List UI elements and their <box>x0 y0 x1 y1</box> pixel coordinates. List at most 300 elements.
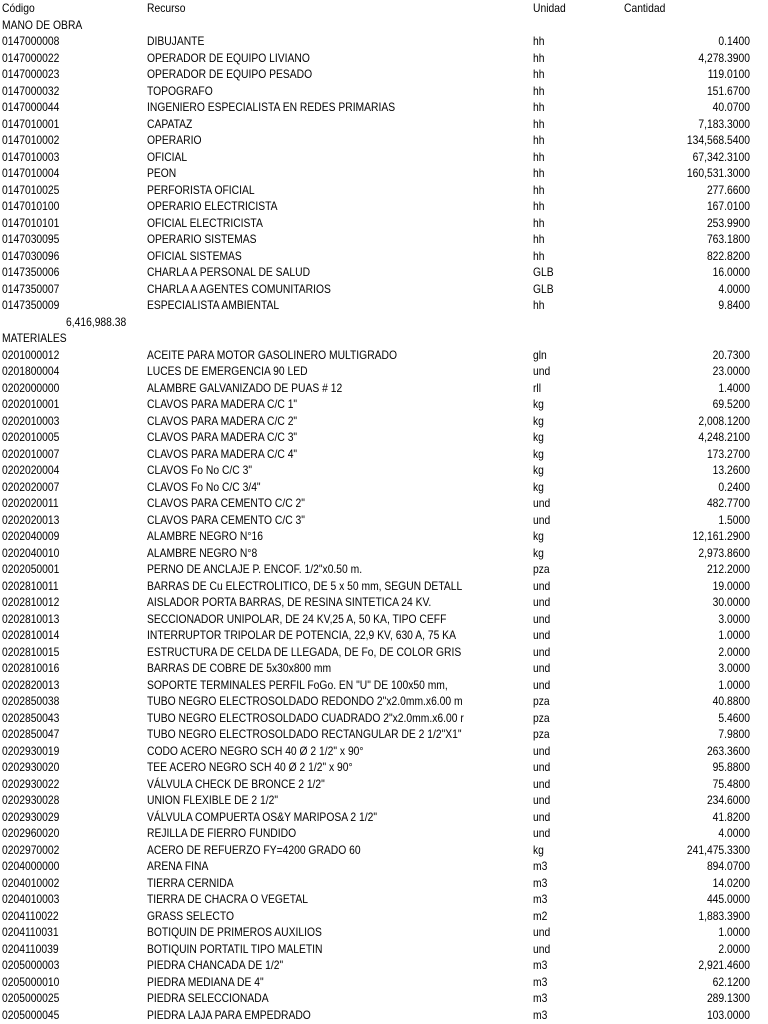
table-row <box>0 264 768 281</box>
resource-code: 0205000003 <box>2 958 60 972</box>
resource-unit: und <box>533 595 551 609</box>
resource-quantity: 1.5000 <box>718 512 750 527</box>
table-row <box>0 165 768 182</box>
resource-code: 0202010003 <box>2 413 60 428</box>
resource-code: 0202930028 <box>2 793 60 807</box>
resource-code: 0147000023 <box>2 67 60 81</box>
resource-code: 0147000008 <box>2 34 60 48</box>
resource-code: 0147350009 <box>2 298 60 312</box>
table-row <box>0 792 768 809</box>
resource-code: 0147010100 <box>2 199 60 213</box>
resource-quantity: 1.0000 <box>718 628 750 642</box>
resource-code: 0202810015 <box>2 644 60 659</box>
resource-code: 0204110039 <box>2 941 59 956</box>
table-row <box>0 875 768 892</box>
resource-quantity: 277.6600 <box>706 182 750 197</box>
resource-quantity: 151.6700 <box>706 83 750 98</box>
resource-quantity: 822.8200 <box>706 248 750 263</box>
resource-code: 0201800004 <box>2 364 60 378</box>
resource-code: 0205000025 <box>2 991 60 1005</box>
resource-quantity: 62.1200 <box>712 974 750 989</box>
resource-quantity: 23.0000 <box>712 364 750 378</box>
resource-quantity: 894.0700 <box>706 859 750 873</box>
table-row <box>0 611 768 628</box>
table-row <box>0 413 768 430</box>
resource-quantity: 3.0000 <box>718 661 750 675</box>
resource-unit: und <box>533 776 551 791</box>
resource-name: PIEDRA MEDIANA DE 4" <box>147 974 264 989</box>
resource-name: PIEDRA LAJA PARA EMPEDRADO <box>147 1007 311 1022</box>
resource-name: REJILLA DE FIERRO FUNDIDO <box>147 826 297 840</box>
table-row <box>0 677 768 694</box>
resource-code: 0205000045 <box>2 1007 60 1022</box>
resource-unit: kg <box>533 413 544 428</box>
table-row <box>0 479 768 496</box>
resource-name: CLAVOS PARA CEMENTO C/C 2" <box>147 496 305 510</box>
resource-name: PIEDRA SELECCIONADA <box>147 991 269 1005</box>
resource-name: VÁLVULA CHECK DE BRONCE 2 1/2" <box>147 776 325 791</box>
table-row <box>0 941 768 958</box>
table-row <box>0 924 768 941</box>
resource-quantity: 4,278.3900 <box>698 50 750 65</box>
table-row <box>0 726 768 743</box>
resource-unit: und <box>533 941 551 956</box>
resource-code: 0147000044 <box>2 100 60 114</box>
resource-quantity: 134,568.5400 <box>686 133 750 147</box>
table-row <box>0 578 768 595</box>
resource-quantity: 16.0000 <box>712 265 750 279</box>
resource-name: ALAMBRE NEGRO N°16 <box>147 529 263 543</box>
resource-code: 0202960020 <box>2 826 60 840</box>
resource-name: BOTIQUIN PORTATIL TIPO MALETIN <box>147 941 323 956</box>
resource-unit: kg <box>533 479 544 494</box>
resource-quantity: 7.9800 <box>718 727 750 741</box>
table-row <box>0 710 768 727</box>
resource-quantity: 5.4600 <box>718 710 750 725</box>
resource-code: 0205000010 <box>2 974 60 989</box>
resource-name: CHARLA A PERSONAL DE SALUD <box>147 265 311 279</box>
resource-unit: gln <box>533 347 547 362</box>
resource-quantity: 253.9900 <box>706 215 750 230</box>
resource-unit: und <box>533 512 551 527</box>
resource-unit: hh <box>533 100 545 114</box>
resource-quantity: 160,531.3000 <box>686 166 750 180</box>
table-row <box>0 215 768 232</box>
table-row <box>0 842 768 859</box>
resource-name: ALAMBRE GALVANIZADO DE PUAS # 12 <box>147 380 343 395</box>
resource-code: 0204010003 <box>2 892 60 906</box>
header-unit: Unidad <box>533 1 566 15</box>
section-title-row <box>0 17 768 34</box>
resource-code: 0202820013 <box>2 677 60 692</box>
resource-unit: pza <box>533 727 550 741</box>
resource-unit: m3 <box>533 991 548 1005</box>
resource-name: PERFORISTA OFICIAL <box>147 182 255 197</box>
table-row <box>0 908 768 925</box>
resource-unit: kg <box>533 529 544 543</box>
resource-code: 0147010003 <box>2 149 60 164</box>
resource-name: CLAVOS PARA MADERA C/C 3" <box>147 430 298 444</box>
resource-unit: hh <box>533 166 545 180</box>
resource-name: CLAVOS PARA MADERA C/C 2" <box>147 413 298 428</box>
resource-quantity: 263.3600 <box>706 743 750 758</box>
table-row <box>0 858 768 875</box>
section-title: MANO DE OBRA <box>2 17 83 32</box>
resource-unit: hh <box>533 67 545 81</box>
resource-quantity: 763.1800 <box>706 232 750 246</box>
resource-unit: und <box>533 743 551 758</box>
resource-name: ESPECIALISTA AMBIENTAL <box>147 298 280 312</box>
resource-quantity: 0.2400 <box>718 479 750 494</box>
resource-quantity: 12,161.2900 <box>692 529 750 543</box>
table-row <box>0 1007 768 1024</box>
resource-code: 0202010007 <box>2 446 60 461</box>
resource-name: LUCES DE EMERGENCIA 90 LED <box>147 364 308 378</box>
resource-unit: rll <box>533 380 542 395</box>
resource-unit: und <box>533 644 551 659</box>
resource-unit: und <box>533 578 551 593</box>
resource-quantity: 167.0100 <box>706 199 750 213</box>
resource-unit: hh <box>533 232 545 246</box>
table-row <box>0 594 768 611</box>
resource-quantity: 4,248.2100 <box>698 430 750 444</box>
resource-quantity: 40.8800 <box>712 694 750 708</box>
resource-name: CLAVOS PARA MADERA C/C 1" <box>147 397 298 411</box>
table-row <box>0 99 768 116</box>
resource-quantity: 14.0200 <box>712 875 750 890</box>
resource-name: CLAVOS PARA CEMENTO C/C 3" <box>147 512 305 527</box>
table-row <box>0 182 768 199</box>
resource-unit: pza <box>533 694 550 708</box>
section-title: MATERIALES <box>2 331 67 345</box>
resource-unit: hh <box>533 50 545 65</box>
resource-code: 0204000000 <box>2 859 60 873</box>
resource-code: 0147030095 <box>2 232 60 246</box>
resource-unit: m3 <box>533 958 548 972</box>
resource-unit: hh <box>533 199 545 213</box>
resource-code: 0147350007 <box>2 281 60 296</box>
table-row <box>0 759 768 776</box>
resource-name: ACEITE PARA MOTOR GASOLINERO MULTIGRADO <box>147 347 398 362</box>
resource-code: 0202930020 <box>2 760 60 774</box>
resource-unit: kg <box>533 397 544 411</box>
resource-code: 0202020004 <box>2 463 60 477</box>
resource-unit: hh <box>533 116 545 131</box>
table-row <box>0 891 768 908</box>
resource-unit: m3 <box>533 859 548 873</box>
resource-unit: hh <box>533 133 545 147</box>
table-row <box>0 809 768 826</box>
resource-unit: hh <box>533 248 545 263</box>
table-row <box>0 83 768 100</box>
resource-name: CLAVOS Fo No C/C 3" <box>147 463 252 477</box>
resource-name: PIEDRA CHANCADA DE 1/2" <box>147 958 284 972</box>
resource-quantity: 1.0000 <box>718 925 750 939</box>
resource-code: 0202850047 <box>2 727 60 741</box>
resource-name: UNION FLEXIBLE DE 2 1/2" <box>147 793 279 807</box>
resource-name: TOPOGRAFO <box>147 83 213 98</box>
section-total-row <box>0 314 768 331</box>
resource-name: PEON <box>147 166 177 180</box>
resource-name: SOPORTE TERMINALES PERFIL FoGo. EN "U" DE 100x50 mm, <box>147 677 448 692</box>
resource-unit: und <box>533 760 551 774</box>
resource-code: 0202810012 <box>2 595 60 609</box>
resource-code: 0204110022 <box>2 908 59 923</box>
resource-unit: hh <box>533 34 545 48</box>
resource-code: 0202040010 <box>2 545 60 560</box>
resource-quantity: 173.2700 <box>706 446 750 461</box>
resource-code: 0202810016 <box>2 661 60 675</box>
resource-unit: GLB <box>533 281 554 296</box>
table-row <box>0 347 768 364</box>
resource-name: ACERO DE REFUERZO FY=4200 GRADO 60 <box>147 842 361 857</box>
resource-name: ARENA FINA <box>147 859 209 873</box>
resource-quantity: 234.6000 <box>706 793 750 807</box>
table-row <box>0 512 768 529</box>
resource-name: OPERARIO ELECTRICISTA <box>147 199 278 213</box>
resource-code: 0202810014 <box>2 628 60 642</box>
resource-name: TUBO NEGRO ELECTROSOLDADO CUADRADO 2"x2.0mm.x6.00 r <box>147 710 464 725</box>
resource-code: 0204010002 <box>2 875 60 890</box>
resource-quantity: 289.1300 <box>706 991 750 1005</box>
resource-quantity: 0.1400 <box>718 34 750 48</box>
resource-name: OPERARIO <box>147 133 202 147</box>
resource-name: BARRAS DE COBRE DE 5x30x800 mm <box>147 661 332 675</box>
resource-name: CLAVOS Fo No C/C 3/4" <box>147 479 261 494</box>
resource-quantity: 40.0700 <box>712 100 750 114</box>
resource-quantity: 212.2000 <box>706 562 750 576</box>
resource-name: CODO ACERO NEGRO SCH 40 Ø 2 1/2" x 90° <box>147 743 364 758</box>
resource-quantity: 20.7300 <box>712 347 750 362</box>
table-row <box>0 248 768 265</box>
resource-unit: m3 <box>533 1007 548 1022</box>
table-row <box>0 446 768 463</box>
header-code: Código <box>2 1 35 15</box>
resource-quantity: 119.0100 <box>707 67 750 81</box>
resource-code: 0202850038 <box>2 694 60 708</box>
table-row <box>0 380 768 397</box>
resource-name: OPERADOR DE EQUIPO LIVIANO <box>147 50 310 65</box>
resource-name: CAPATAZ <box>147 116 193 131</box>
resource-quantity: 2,008.1200 <box>698 413 750 428</box>
table-row <box>0 627 768 644</box>
resource-quantity: 13.2600 <box>712 463 750 477</box>
resource-code: 0202010001 <box>2 397 60 411</box>
table-body <box>0 17 768 1024</box>
resource-unit: hh <box>533 215 545 230</box>
resource-quantity: 4.0000 <box>718 826 750 840</box>
resource-unit: m3 <box>533 875 548 890</box>
table-row <box>0 743 768 760</box>
resource-quantity: 67,342.3100 <box>692 149 750 164</box>
resource-unit: pza <box>533 710 550 725</box>
resource-name: PERNO DE ANCLAJE P. ENCOF. 1/2"x0.50 m. <box>147 562 363 576</box>
resource-unit: kg <box>533 842 544 857</box>
resource-quantity: 241,475.3300 <box>686 842 750 857</box>
resource-name: OFICIAL ELECTRICISTA <box>147 215 263 230</box>
resource-unit: und <box>533 809 551 824</box>
resource-code: 0202010005 <box>2 430 60 444</box>
resource-code: 0147000022 <box>2 50 60 65</box>
resource-unit: und <box>533 611 551 626</box>
resource-quantity: 30.0000 <box>712 595 750 609</box>
table-row <box>0 776 768 793</box>
header-row <box>0 0 768 17</box>
resource-unit: hh <box>533 149 545 164</box>
resource-code: 0147010004 <box>2 166 60 180</box>
resource-unit: hh <box>533 182 545 197</box>
table-row <box>0 363 768 380</box>
resource-quantity: 1.0000 <box>718 677 750 692</box>
resource-quantity: 3.0000 <box>718 611 750 626</box>
resource-name: GRASS SELECTO <box>147 908 234 923</box>
resource-quantity: 2,973.8600 <box>698 545 750 560</box>
resource-code: 0147010025 <box>2 182 60 197</box>
resource-unit: und <box>533 677 551 692</box>
resource-unit: GLB <box>533 265 554 279</box>
resource-quantity: 482.7700 <box>706 496 750 510</box>
resource-quantity: 95.8800 <box>712 760 750 774</box>
resource-quantity: 445.0000 <box>706 892 750 906</box>
resource-name: OPERARIO SISTEMAS <box>147 232 257 246</box>
section-total: 6,416,988.38 <box>66 314 127 329</box>
resource-code: 0147000032 <box>2 83 60 98</box>
resource-unit: kg <box>533 463 544 477</box>
table-row <box>0 545 768 562</box>
resource-code: 0202930029 <box>2 809 60 824</box>
resource-name: SECCIONADOR UNIPOLAR, DE 24 KV,25 A, 50 KA, TIPO CEFF <box>147 611 447 626</box>
resource-code: 0202050001 <box>2 562 60 576</box>
resource-name: INGENIERO ESPECIALISTA EN REDES PRIMARIAS <box>147 100 396 114</box>
header-quantity: Cantidad <box>624 1 666 15</box>
resource-quantity: 2.0000 <box>718 644 750 659</box>
resource-code: 0147010101 <box>2 215 60 230</box>
resource-code: 0202970002 <box>2 842 60 857</box>
resource-quantity: 75.4800 <box>712 776 750 791</box>
resource-code: 0147010001 <box>2 116 60 131</box>
table-row <box>0 561 768 578</box>
resource-quantity: 41.8200 <box>712 809 750 824</box>
table-row <box>0 644 768 661</box>
resource-unit: und <box>533 628 551 642</box>
table-row <box>0 974 768 991</box>
resource-unit: kg <box>533 545 544 560</box>
table-row <box>0 825 768 842</box>
resource-unit: und <box>533 826 551 840</box>
resource-unit: kg <box>533 446 544 461</box>
resource-quantity: 4.0000 <box>718 281 750 296</box>
resource-quantity: 9.8400 <box>718 298 750 312</box>
table-row <box>0 198 768 215</box>
resource-name: TIERRA DE CHACRA O VEGETAL <box>147 892 308 906</box>
resource-name: OPERADOR DE EQUIPO PESADO <box>147 67 313 81</box>
resource-unit: und <box>533 364 551 378</box>
resource-unit: m2 <box>533 908 548 923</box>
resource-quantity: 2.0000 <box>718 941 750 956</box>
resource-quantity: 103.0000 <box>706 1007 750 1022</box>
resource-quantity: 69.5200 <box>712 397 750 411</box>
resource-name: DIBUJANTE <box>147 34 205 48</box>
resource-name: BOTIQUIN DE PRIMEROS AUXILIOS <box>147 925 322 939</box>
resource-name: CHARLA A AGENTES COMUNITARIOS <box>147 281 331 296</box>
table-row <box>0 462 768 479</box>
resource-code: 0202000000 <box>2 380 60 395</box>
resource-name: ALAMBRE NEGRO N°8 <box>147 545 258 560</box>
resource-code: 0202810011 <box>2 578 59 593</box>
section-title-row <box>0 330 768 347</box>
table-row <box>0 132 768 149</box>
header-resource: Recurso <box>147 1 186 15</box>
table-row <box>0 528 768 545</box>
resource-quantity: 2,921.4600 <box>698 958 750 972</box>
resource-code: 0202020011 <box>2 496 59 510</box>
table-row <box>0 297 768 314</box>
table-row <box>0 957 768 974</box>
table-row <box>0 396 768 413</box>
resource-unit: m3 <box>533 892 548 906</box>
resource-name: AISLADOR PORTA BARRAS, DE RESINA SINTETICA 24 KV. <box>147 595 432 609</box>
resource-code: 0201000012 <box>2 347 60 362</box>
resource-name: CLAVOS PARA MADERA C/C 4" <box>147 446 298 461</box>
resource-unit: m3 <box>533 974 548 989</box>
resource-quantity: 7,183.3000 <box>698 116 750 131</box>
resource-quantity: 19.0000 <box>712 578 750 593</box>
table-row <box>0 50 768 67</box>
resource-code: 0202930019 <box>2 743 60 758</box>
resource-code: 0202810013 <box>2 611 60 626</box>
table-row <box>0 116 768 133</box>
resource-name: TEE ACERO NEGRO SCH 40 Ø 2 1/2" x 90° <box>147 760 353 774</box>
resource-unit: kg <box>533 430 544 444</box>
table-row <box>0 660 768 677</box>
table-row <box>0 149 768 166</box>
table-row <box>0 429 768 446</box>
resource-code: 0202040009 <box>2 529 60 543</box>
resource-name: TUBO NEGRO ELECTROSOLDADO RECTANGULAR DE 2 1/2"X1" <box>147 727 462 741</box>
resource-code: 0204110031 <box>2 925 59 939</box>
resource-unit: und <box>533 496 551 510</box>
resource-unit: hh <box>533 83 545 98</box>
resource-name: TIERRA CERNIDA <box>147 875 234 890</box>
resource-quantity: 1,883.3900 <box>698 908 750 923</box>
resource-code: 0147350006 <box>2 265 60 279</box>
table-row <box>0 990 768 1007</box>
resource-code: 0147030096 <box>2 248 60 263</box>
resource-unit: und <box>533 793 551 807</box>
resource-code: 0202020013 <box>2 512 60 527</box>
resource-code: 0202850043 <box>2 710 60 725</box>
resource-quantity: 1.4000 <box>718 380 750 395</box>
resource-unit: hh <box>533 298 545 312</box>
resource-unit: pza <box>533 562 550 576</box>
resource-name: BARRAS DE Cu ELECTROLITICO, DE 5 x 50 mm, SEGUN DETALL <box>147 578 463 593</box>
table-row <box>0 33 768 50</box>
table-row <box>0 693 768 710</box>
resource-name: TUBO NEGRO ELECTROSOLDADO REDONDO 2"x2.0mm.x6.00 m <box>147 694 463 708</box>
resource-unit: und <box>533 661 551 675</box>
table-row <box>0 66 768 83</box>
resource-unit: und <box>533 925 551 939</box>
resource-code: 0202020007 <box>2 479 60 494</box>
resource-name: OFICIAL SISTEMAS <box>147 248 242 263</box>
resource-name: VÁLVULA COMPUERTA OS&Y MARIPOSA 2 1/2" <box>147 809 378 824</box>
table-row <box>0 495 768 512</box>
resource-name: ESTRUCTURA DE CELDA DE LLEGADA, DE Fo, DE COLOR GRIS <box>147 644 462 659</box>
resource-code: 0147010002 <box>2 133 60 147</box>
resource-code: 0202930022 <box>2 776 60 791</box>
table-row <box>0 231 768 248</box>
resource-name: INTERRUPTOR TRIPOLAR DE POTENCIA, 22,9 KV, 630 A, 75 KA <box>147 628 456 642</box>
